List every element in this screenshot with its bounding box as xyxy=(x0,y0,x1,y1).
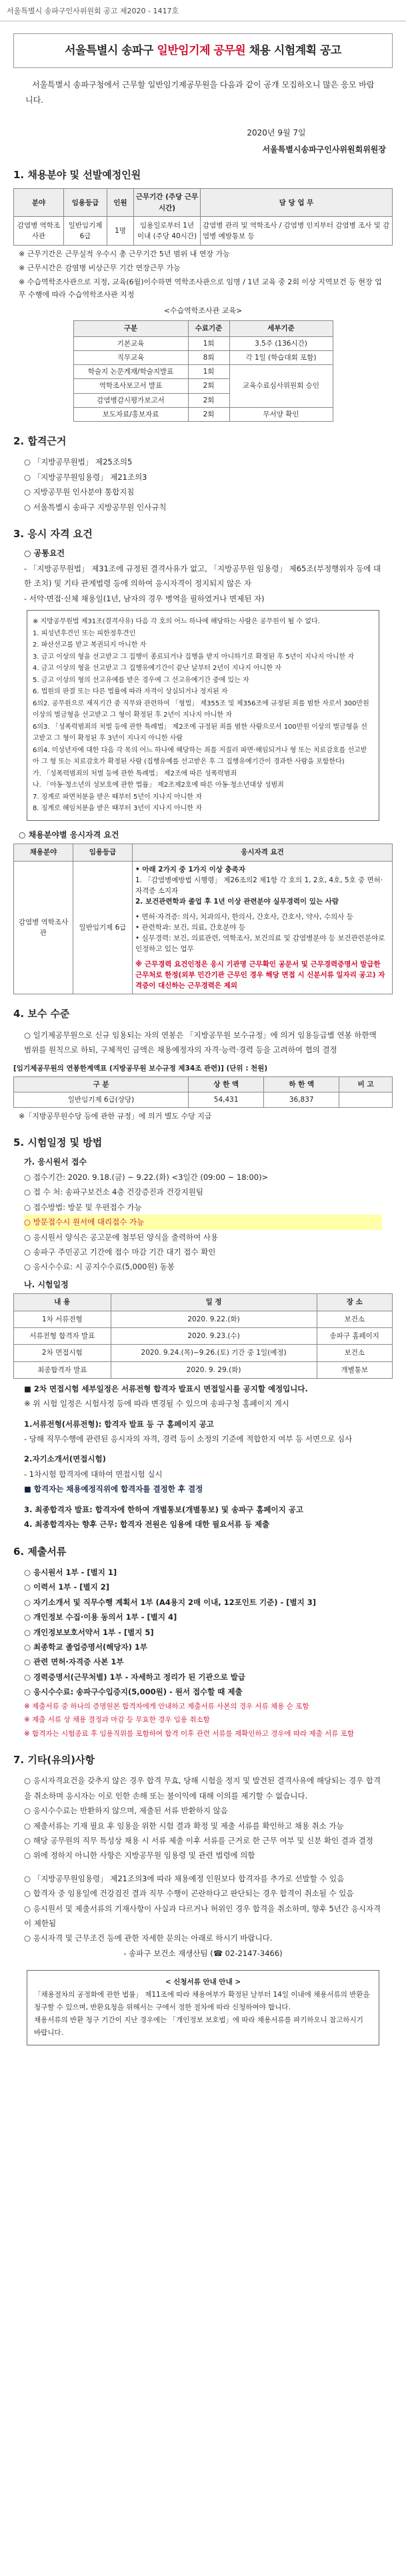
field-requirements-title: ○ 채용분야별 응시자격 요건 xyxy=(19,830,119,840)
t5-cell: 개별통보 xyxy=(317,1361,392,1378)
section-2-title: 2. 합격근거 xyxy=(13,435,67,448)
section-7-title: 7. 기타(유의)사항 xyxy=(13,1754,95,1766)
t5-cell: 서류전형 합격자 발표 xyxy=(14,1327,111,1344)
box-line: 6의2. 공무원으로 재직기간 중 직무와 관련하여 「형법」 제355조 및 제356조에 규정된 죄를 범한 자로서 300만원 이상의 벌금형을 선고받고 그 형이 확정된 후 2년이 지나지 아니한 자 xyxy=(33,699,369,719)
t4-cell: 일반임기제 6급(상당) xyxy=(14,1092,189,1108)
list-item: ○ 응시자격 및 근무조건 등에 관한 자세한 문의는 아래로 하시기 바랍니다. xyxy=(24,1933,273,1943)
salary-text: ○ 일기제공무원으로 신규 임용되는 자의 연봉은 「지방공무원 보수규정」에 의거 임용등급별 연봉 하한액 범위를 원칙으로 하되, 구체적인 금액은 채용예정자의 자격·능력·경력 등을 고려하여 협의 결정 xyxy=(24,1030,377,1055)
list-item: 4. 최종합격자는 향후 근무: 합격자 전원은 임용에 대한 필요서류 등 제출 xyxy=(24,1520,270,1530)
title-highlight: 일반임기제 공무원 xyxy=(157,44,246,58)
t2-cell: 2회 xyxy=(188,393,229,407)
t3-header: 임용등급 xyxy=(73,844,133,861)
t1-header: 임용등급 xyxy=(64,189,107,217)
training-table xyxy=(73,320,333,422)
box-line: 1. 피성년후견인 또는 피한정후견인 xyxy=(33,629,136,637)
note-line: ※ 근무시간은 감염병 비상근무 기간 연장근무 가능 xyxy=(19,264,181,273)
schedule-table xyxy=(13,1293,393,1378)
note-line: ※ 수습역학조사관으로 지정, 교육(6월)이수하면 역학조사관으로 임명 / 1년 교육 중 2회 이상 지역보건 등 현장 업무 수행에 따라 수습역학조사관 지정 xyxy=(19,277,382,299)
recruitment-table xyxy=(13,188,393,246)
req-line: ※ 근무경력 요건인정은 응시 기관명 근무확인 공문서 및 근무경력증명서 발급한 근무처로 한정(외부 민간기관 근무인 경우 해당 면접 시 신분서류 일자리 공고) 자격증이 대신하는 근무경력은 제외 xyxy=(135,960,385,990)
list-item: ○ 서울특별시 송파구 지방공무원 인사규칙 xyxy=(24,502,167,512)
box-line: 2. 파산선고를 받고 복권되지 아니한 자 xyxy=(33,641,147,649)
t1-cell: 감염병 관리 및 역학조사 / 감염병 인지부터 감염병 조사 및 감염병 예방통보 등 xyxy=(201,216,393,246)
t4-header: 하 한 액 xyxy=(264,1076,339,1092)
box-line: 6의3. 「성폭력범죄의 처벌 등에 관한 특례법」 제2조에 규정된 죄를 범한 사람으로서 100만원 이상의 벌금형을 선고받고 그 형이 확정된 후 3년이 지나지 아니한 사람 xyxy=(33,723,367,743)
list-item: 1.서류전형(서류전형): 합격자 발표 등 구 홈페이지 공고 xyxy=(24,1419,214,1429)
list-item: ○ 제출서류는 기재 필요 후 임용을 위한 시험 결과 확정 및 제출 서류를 확인하고 채용 취소 가능 xyxy=(24,1821,344,1831)
notice-date: 2020년 9월 7일 xyxy=(247,127,306,137)
box-line: 가. 「성폭력범죄의 처벌 등에 관한 특례법」 제2조에 따른 성폭력범죄 xyxy=(33,769,237,777)
return-box-line: 채용서류의 반환 청구 기간이 지난 경우에는 「개인정보 보호법」에 따라 채용서류를 파기하오니 참고하시기 바랍니다. xyxy=(34,2016,363,2037)
box-line: 7. 징계로 파면처분을 받은 때부터 5년이 지나지 아니한 자 xyxy=(33,793,202,801)
section-5-title: 5. 시험일정 및 방법 xyxy=(13,1137,103,1149)
t1-header: 근무기간 (주당 근무시간) xyxy=(134,189,201,217)
schedule-notes xyxy=(24,1381,382,1532)
section-3-title: 3. 응시 자격 요건 xyxy=(13,528,93,541)
list-item: ○ 송파구 주민공고 기간에 접수 마감 기간 대기 접수 확인 xyxy=(24,1247,216,1257)
t2-cell: 기본교육 xyxy=(73,336,188,350)
box-line: 5. 금고 이상의 형의 선고유예를 받은 경우에 그 선고유예기간 중에 있는 자 xyxy=(33,676,249,684)
req-line: 1. 「감염병예방법 시행령」 제26조의2 제1항 각 호의 1, 2호, 4호, 5호 중 면허·자격증 소지자 xyxy=(135,876,383,896)
list-item: ○ 개인정보보호서약서 1부 - [별지 5] xyxy=(24,1627,154,1637)
list-item: - 「지방공무원법」 제31조에 규정된 결격사유가 없고, 「지방공무원 임용령」 제65조(부정행위자 등에 대한 조치) 및 기타 관계법령 등에 의하여 응시자격이 정지되지 않은 자 xyxy=(24,563,381,589)
list-item: ○ 접 수 처: 송파구보건소 4층 건강증진과 건강지원팀 xyxy=(24,1187,203,1197)
t3-cell: 일반임기제 6급 xyxy=(73,861,133,994)
list-item: ○ 해당 공무원의 직무 특성상 채용 시 서류 제출 이후 서류를 근거로 한 근무 여부 및 신분 확인 결과 결정 xyxy=(24,1835,373,1845)
req-line: • 아래 2가지 중 1가지 이상 충족자 xyxy=(135,865,245,874)
list-item: 2.자기소개서(면접시험) xyxy=(24,1454,106,1464)
list-item: ○ 지방공무원 인사분야 통합지침 xyxy=(24,487,135,497)
t4-cell xyxy=(339,1092,393,1108)
disqualification-box xyxy=(27,610,379,821)
t2-cell: 보도자료/홍보자료 xyxy=(73,407,188,421)
t5-header: 장 소 xyxy=(317,1294,392,1311)
application-title: 가. 응시원서 접수 xyxy=(24,1157,87,1167)
list-item: ○ 응시원서 1부 - [별지 1] xyxy=(24,1567,117,1577)
t2-cell: 2회 xyxy=(188,379,229,393)
t4-header: 비 고 xyxy=(339,1076,393,1092)
t2-cell: 무서양 확인 xyxy=(229,407,333,421)
list-item: ○ 합격자 중 임용일에 건강검진 결과 직무 수행이 곤란하다고 판단되는 경우 합격이 취소될 수 있음 xyxy=(24,1889,354,1899)
t3-header: 채용분야 xyxy=(14,844,73,861)
document-header: 서울특별시 송파구인사위원회 공고 제2020 - 1417호 xyxy=(0,0,406,21)
list-item: ○ 응시수수료: 송파구수입증지(5,000원) - 원서 접수할 때 제출 xyxy=(24,1687,243,1697)
list-item: ■ 합격자는 채용예정직위에 합격자를 결정한 후 결정 xyxy=(24,1484,203,1494)
t2-header: 수료기준 xyxy=(188,321,229,336)
t4-header: 구 분 xyxy=(14,1076,189,1092)
req-line: 2. 보건관련학과 졸업 후 1년 이상 관련분야 실무경력이 있는 사람 xyxy=(135,898,339,906)
t2-header: 구분 xyxy=(73,321,188,336)
t2-cell: 각 1일 (학습대회 포함) xyxy=(229,350,333,364)
box-line: 6의4. 미성년자에 대한 다음 각 목의 어느 하나에 해당하는 죄를 저질러 파면·해임되거나 형 또는 치료감호를 선고받아 그 형 또는 치료감호가 확정된 사람 (집행유예를 선고받은 후 그 집행유예기간이 경과한 사람을 포함한다) xyxy=(33,746,367,766)
list-item: ※ 위 시험 일정은 시험사정 등에 따라 변경될 수 있으며 송파구청 홈페이지 게시 xyxy=(24,1399,289,1409)
notes-list-2 xyxy=(24,1871,382,1961)
req-line: • 실무경력: 보건, 의료관련, 역학조사, 보건의료 및 감염병분야 등 보건관련분야로 인정하고 있는 업무 xyxy=(135,934,385,954)
document-return-box xyxy=(27,1970,379,2045)
box-line: 3. 금고 이상의 형을 선고받고 그 집행이 종료되거나 집행을 받지 아니하기로 확정된 후 5년이 지나지 아니한 자 xyxy=(33,653,355,661)
list-item: ○ 관련 면허·자격증 사본 1부 xyxy=(24,1657,124,1667)
issuing-org: 서울특별시송파구인사위원회위원장 xyxy=(262,144,386,154)
note-line: ※ 근무기간은 근무실적 우수시 총 근무기간 5년 범위 내 연장 가능 xyxy=(19,250,230,259)
t2-cell: 8회 xyxy=(188,350,229,364)
t5-cell: 보건소 xyxy=(317,1311,392,1327)
list-item: ○ 경력증명서(근무처별) 1부 - 자세하고 정리가 된 기관으로 발급 xyxy=(24,1672,245,1682)
t1-cell: 1명 xyxy=(107,216,134,246)
schedule-title: 나. 시험일정 xyxy=(24,1279,69,1289)
return-box-title: < 신청서류 안내 안내 > xyxy=(165,1978,241,1987)
list-item: - 당해 직무수행에 관련된 응시자의 자격, 경력 등이 소정의 기준에 적합한지 여부 등 서면으로 심사 xyxy=(24,1434,353,1444)
list-item: - 송파구 보건소 재생산팀 (☎ 02-2147-3466) xyxy=(123,1948,283,1958)
t1-cell: 임용일로부터 1년 이내 (주당 40시간) xyxy=(134,216,201,246)
list-item: ※ 제출서류 중 하나의 증명원본 합격자에게 안내하고 제출서류 사본의 경우 서류 채용 순 포함 xyxy=(24,1702,309,1710)
t4-cell: 36,837 xyxy=(264,1092,339,1108)
title-post: 채용 시험계획 공고 xyxy=(245,44,341,58)
list-item: ○ 접수기간: 2020. 9.18.(금) ~ 9.22.(화) <3일간 (09:00 ~ 18:00)> xyxy=(24,1172,269,1182)
t2-cell: 학술지 논문게재/학술지발표 xyxy=(73,365,188,379)
t2-cell: 직무교육 xyxy=(73,350,188,364)
list-item: ○ 「지방공무원법」 제25조의5 xyxy=(24,457,133,467)
t2-cell: 교육수료심사위원회 승인 xyxy=(229,365,333,408)
list-item: ○ 「지방공무원임용령」 제21조의3 xyxy=(24,472,147,482)
t5-cell: 1차 서류전형 xyxy=(14,1311,111,1327)
t1-header: 인원 xyxy=(107,189,134,217)
t5-cell: 2020. 9.23.(수) xyxy=(111,1327,317,1344)
t2-cell: 2회 xyxy=(188,407,229,421)
t1-cell: 감염병 역학조사관 xyxy=(14,216,64,246)
box-line: 6. 법원의 판결 또는 다른 법률에 따라 자격이 상실되거나 정지된 자 xyxy=(33,688,228,696)
t2-cell: 1회 xyxy=(188,336,229,350)
req-line: • 관련학과: 보건, 의료, 간호분야 등 xyxy=(135,923,245,932)
t5-cell: 2020. 9.22.(화) xyxy=(111,1311,317,1327)
t1-cell: 일반임기제 6급 xyxy=(64,216,107,246)
basis-list xyxy=(24,454,382,515)
list-item: 3. 최종합격자 발표: 합격자에 한하여 개별통보(개별통보) 및 송파구 홈페이지 공고 xyxy=(24,1504,303,1514)
intro-text: 서울특별시 송파구청에서 근무할 일반임기제공무원을 다음과 같이 공개 모집하오니 많은 응모 바랍니다. xyxy=(25,80,375,105)
list-item: ○ 접수방법: 방문 및 우편접수 가능 xyxy=(24,1202,142,1212)
t2-cell: 1회 xyxy=(188,365,229,379)
req-line: • 면허·자격증: 의사, 치과의사, 한의사, 간호사, 간호사, 약사, 수의사 등 xyxy=(135,912,353,921)
t5-header: 일 정 xyxy=(111,1294,317,1311)
page-title xyxy=(18,42,388,59)
return-box-line: 「채용절차의 공정화에 관한 법률」 제11조에 따라 채용여부가 확정된 날부터 14일 이내에 채용서류의 반환을 청구할 수 있으며, 반환요청을 위해서는 구에서 정한 절차에 따라 신청하여야 합니다. xyxy=(34,1991,370,2012)
list-item: ○ 응시자격요건을 갖추지 않은 경우 합격 무효, 당해 시험을 정지 및 발견된 결격사유에 해당되는 경우 합격을 취소하며 응시자는 이로 인한 손해 또는 불이익에 대해 이의를 제기할 수 없습니다. xyxy=(24,1776,381,1801)
t5-cell: 송파구 홈페이지 xyxy=(317,1327,392,1344)
list-item: ○ 이력서 1부 - [별지 2] xyxy=(24,1582,109,1592)
list-item: ■ 2차 면접시험 세부일정은 서류전형 합격자 발표시 면접일시를 공지할 예정입니다. xyxy=(24,1383,308,1393)
list-item: - 1차시험 합격자에 대하여 면접시험 실시 xyxy=(24,1469,163,1479)
t3-cell: 감염병 역학조사관 xyxy=(14,861,73,994)
box-line: 4. 금고 이상의 형을 선고받고 그 집행유예기간이 끝난 날부터 2년이 지나지 아니한 자 xyxy=(33,665,281,673)
section-1-title: 1. 채용분야 및 선발예정인원 xyxy=(13,169,141,182)
list-item: - 서약·면접·신체 채용일(1년, 남자의 경우 병역을 필하였거나 면제된 자) xyxy=(24,593,265,603)
training-table-title: <수습역학조사관 교육> xyxy=(163,306,243,316)
notes-list xyxy=(24,1773,382,1863)
title-box xyxy=(13,33,393,68)
t4-header: 상 한 액 xyxy=(189,1076,264,1092)
requirements-table xyxy=(13,844,393,994)
list-item: ○ 응시수수료는 반환하지 않으며, 제출된 서류 반환하지 않음 xyxy=(24,1806,228,1816)
box-line: ※ 지방공무원법 제31조(결격사유) 다음 각 호의 어느 하나에 해당하는 사람은 공무원이 될 수 없다. xyxy=(33,618,320,626)
documents-list xyxy=(24,1565,382,1740)
application-list xyxy=(24,1170,382,1275)
t1-header: 담 당 업 무 xyxy=(201,189,393,217)
t2-header: 세부기준 xyxy=(229,321,333,336)
t5-cell: 2차 면접시험 xyxy=(14,1345,111,1361)
list-item: ○ 「지방공무원임용령」 제21조의3에 따라 채용예정 인원보다 합격자를 추가로 선발할 수 있음 xyxy=(24,1873,345,1883)
t3-header: 응시자격 요건 xyxy=(133,844,393,861)
t2-cell: 3.5주 (136시간) xyxy=(229,336,333,350)
box-line: 나. 「아동·청소년의 성보호에 관한 법률」 제2조제2호에 따른 아동·청소년대상 성범죄 xyxy=(33,781,284,789)
list-item: ※ 합격자는 시험종료 후 임용직위를 포함하여 합격 이후 관련 서류를 재확인하고 경우에 따라 제출 서류 포함 xyxy=(24,1729,355,1738)
list-item: ○ 응시원서 및 제출서류의 기재사항이 사실과 다르거나 허위인 경우 합격을 취소하며, 향후 5년간 응시자격이 제한됨 xyxy=(24,1903,381,1929)
salary-note: ※「지방공무원수당 등에 관한 규정」에 의거 별도 수당 지급 xyxy=(19,1112,212,1121)
common-requirements xyxy=(24,561,382,606)
t5-cell: 최종합격자 발표 xyxy=(14,1361,111,1378)
box-line: 8. 징계로 해임처분을 받은 때부터 3년이 지나지 아니한 자 xyxy=(33,805,202,813)
list-item: ※ 제출 서류 상 채용 결정과 마감 등 무효한 경우 임용 취소함 xyxy=(24,1716,210,1724)
common-requirements-title: ○ 공통요건 xyxy=(24,549,65,559)
section-4-title: 4. 보수 수준 xyxy=(13,1008,70,1020)
t5-header: 내 용 xyxy=(14,1294,111,1311)
t5-cell: 보건소 xyxy=(317,1345,392,1361)
list-item: ○ 위에 정하지 아니한 사항은 지방공무원 임용령 및 관련 법령에 의함 xyxy=(24,1851,255,1861)
t1-header: 분야 xyxy=(14,189,64,217)
list-item: ○ 최종학교 졸업증명서(해당자) 1부 xyxy=(24,1642,147,1652)
t5-cell: 2020. 9. 29.(화) xyxy=(111,1361,317,1378)
t4-cell: 54,431 xyxy=(189,1092,264,1108)
list-item: ○ 방문접수시 원서에 대리접수 가능 xyxy=(24,1215,382,1229)
list-item: ○ 응시원서 양식은 공고문에 첨부된 양식을 출력하여 사용 xyxy=(24,1232,219,1242)
list-item: ○ 자기소개서 및 직무수행 계획서 1부 (A4용지 2매 이내, 12포인트 기준) - [별지 3] xyxy=(24,1597,316,1607)
list-item: ○ 개인정보 수집·이용 동의서 1부 - [별지 4] xyxy=(24,1612,177,1622)
t2-cell: 감염병감시평가보고서 xyxy=(73,393,188,407)
list-item: ○ 응시수수료: 시 공지수수료(5,000원) 동봉 xyxy=(24,1262,175,1272)
salary-table-caption: [임기제공무원의 연봉한계액표 (지방공무원 보수규정 제34조 관련)] (단위 : 천원) xyxy=(13,1064,268,1072)
t3-cell-requirements xyxy=(133,861,393,994)
t2-cell: 역학조사보고서 발표 xyxy=(73,379,188,393)
t5-cell: 2020. 9.24.(목)~9.26.(토) 기간 중 1일(예정) xyxy=(111,1345,317,1361)
salary-table xyxy=(13,1076,393,1108)
section-6-title: 6. 제출서류 xyxy=(13,1545,67,1558)
title-pre: 서울특별시 송파구 xyxy=(65,44,157,58)
